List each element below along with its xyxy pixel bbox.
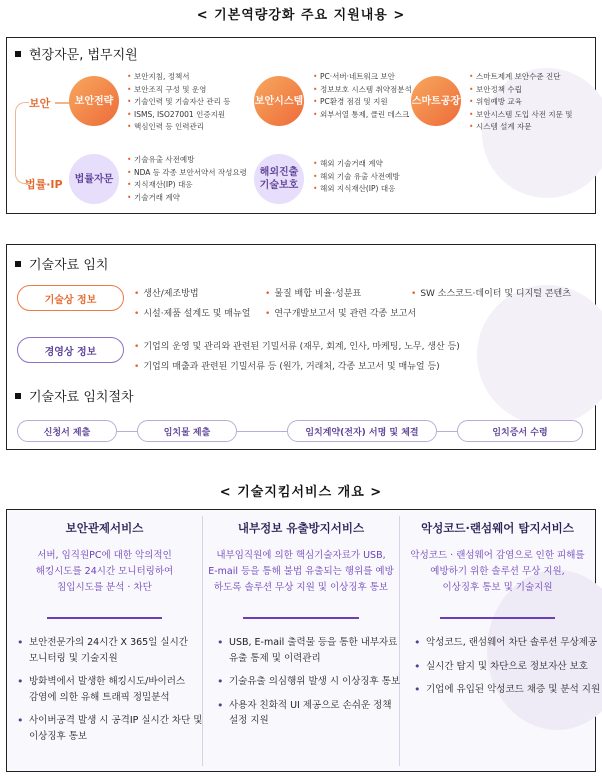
- list-item: • NDA 등 각종 보안서약서 작성요령: [127, 167, 247, 180]
- list-item: • 외부서열 통제, 클린 데스크: [313, 109, 412, 122]
- list-item: • 시스템 설계 자문: [469, 121, 572, 134]
- panel-services: [6, 509, 601, 772]
- tech-item: • 물질 배합 비율·성분표: [265, 289, 362, 299]
- service-description: 악성코드 · 랜섬웨어 감염으로 인한 피해를 예방하기 위한 솔루션 무상 지원, 이상징후 통보 및 기술지원: [410, 550, 585, 593]
- list-item: • 해외 기술거래 계약: [313, 158, 400, 171]
- panel-consulting: [6, 37, 596, 214]
- list-item: • 스마트제계 보안수준 진단: [469, 71, 572, 84]
- list-item: • 기술유출 사전예방: [127, 154, 247, 167]
- list-item: • 보안조직 구성 및 운영: [127, 84, 230, 97]
- tech-item: • 시설·제품 설계도 및 매뉴얼: [134, 309, 251, 319]
- side-label-legal: 법률·IP: [25, 178, 63, 191]
- step-certificate: 임치증서 수령: [457, 420, 583, 442]
- heading-services: < 기술지킴서비스 개요 >: [219, 485, 383, 500]
- biz-item: • 기업의 매출과 관련된 기밀서류 등 (원가, 거래처, 각종 보고서 및 매뉴얼 등): [134, 362, 440, 372]
- list-legal-advice: [127, 154, 247, 204]
- step-connector: [437, 431, 457, 432]
- service-rule: [243, 617, 359, 619]
- list-item: • 방화벽에서 발생한 해킹시도/바이러스 감염에 의한 유해 트래픽 정밀분석: [17, 674, 202, 705]
- list-item: • 핵심인력 등 인력관리: [127, 121, 230, 134]
- list-item: • 사이버공격 발생 시 공격IP 실시간 차단 및 이상징후 통보: [17, 713, 202, 744]
- list-item: • 악성코드, 랜섬웨어 차단 솔루션 무상제공: [414, 635, 600, 651]
- list-item: • 기술유출 의심행위 발생 시 이상징후 통보: [217, 674, 400, 690]
- list-item: • 보안전문가의 24시간 X 365일 실시간 모니터링 및 기술지원: [17, 635, 202, 666]
- list-item: • 정보보호 시스템 취약점분석: [313, 84, 412, 97]
- service-title: 내부정보 유출방지서비스: [237, 521, 365, 535]
- circle-overseas-protection: 해외진출 기술보호: [254, 154, 304, 204]
- heading-support: < 기본역량강화 주요 지원내용 >: [196, 8, 406, 23]
- service-leak-prevention: [203, 510, 399, 771]
- service-list: [17, 635, 202, 752]
- list-item: • USB, E-mail 출력물 등을 통한 내부자료 유출 통제 및 이력관리: [217, 635, 400, 666]
- service-title: 악성코드·랜섬웨어 탐지서비스: [421, 521, 574, 535]
- service-rule: [47, 617, 162, 619]
- list-item: • 기업에 유입된 악성코드 채증 및 분석 지원: [414, 682, 600, 698]
- decorative-circle: [477, 285, 602, 425]
- list-item: • 보안시스템 도입 사전 지문 및: [469, 109, 572, 122]
- list-item: • 해외 지식재산(IP) 대응: [313, 183, 400, 196]
- list-item: • 보안지침, 정책서: [127, 71, 230, 84]
- list-security-strategy: [127, 71, 230, 134]
- circle-legal-advice: 법률자문: [69, 154, 119, 204]
- side-label-security: 보안: [29, 97, 51, 110]
- biz-item: • 기업의 운영 및 관리와 관련된 기밀서류 (재무, 회계, 인사, 마케팅, 노무, 생산 등): [134, 342, 460, 352]
- list-item: • 기술인력 및 기술자산 관리 등: [127, 96, 230, 109]
- service-description: 내부임직원에 의한 핵심기술자료가 USB, E-mail 등을 통해 불법 유출되는 행위를 예방 하도록 솔루션 무상 지원 및 이상징후 통보: [208, 550, 394, 593]
- step-contract: 임치계약(전자) 서명 및 체결: [287, 420, 437, 442]
- step-connector: [117, 431, 137, 432]
- service-list: [414, 635, 600, 706]
- pill-biz-info: 경영상 정보: [17, 337, 124, 363]
- tech-item: • SW 소스코드·데이터 및 디지털 콘텐츠: [411, 289, 571, 299]
- service-list: [217, 635, 400, 737]
- square-bullet-icon: [15, 51, 21, 57]
- section-title-escrow: 기술자료 임치: [15, 254, 108, 273]
- list-item: • 보안정책 수립: [469, 84, 572, 97]
- list-item: • PC환경 점검 및 지원: [313, 96, 412, 109]
- square-bullet-icon: [15, 261, 21, 267]
- panel-escrow: [6, 244, 596, 450]
- service-malware-detection: [400, 510, 601, 771]
- list-item: • 사용자 친화적 UI 제공으로 손쉬운 정책 설정 지원: [217, 698, 400, 729]
- pill-tech-info: 기술상 정보: [17, 285, 124, 311]
- section-title-consulting: 현장자문, 법무지원: [15, 44, 138, 63]
- list-item: • 지식재산(IP) 대응: [127, 179, 247, 192]
- list-item: • 위험예방 교육: [469, 96, 572, 109]
- list-item: • ISMS, ISO27001 인증지원: [127, 109, 230, 122]
- service-security-monitoring: [7, 510, 202, 771]
- tech-item: • 생산/제조방법: [134, 289, 199, 299]
- step-submit-item: 임치물 제출: [137, 420, 237, 442]
- service-title: 보안관제서비스: [65, 521, 144, 535]
- list-smart-factory: [469, 71, 572, 134]
- list-security-system: [313, 71, 412, 121]
- circle-smart-factory: 스마트공장: [411, 76, 461, 126]
- tech-item: • 연구개발보고서 및 관련 각종 보고서: [265, 309, 417, 319]
- step-connector: [237, 431, 287, 432]
- section-title-escrow-procedure: 기술자료 임치절차: [15, 386, 134, 405]
- list-item: • 해외 기술 유출 사전예방: [313, 171, 400, 184]
- bracket-connector: [15, 102, 29, 184]
- step-application: 신청서 제출: [17, 420, 117, 442]
- list-overseas-protection: [313, 158, 400, 196]
- list-item: • 실시간 탐지 및 차단으로 정보자산 보호: [414, 659, 600, 675]
- list-item: • PC·서버·네트워크 보안: [313, 71, 412, 84]
- service-description: 서버, 임직원PC에 대한 악의적인 해킹시도를 24시간 모니터링하여 침입시도를 분석 · 차단: [35, 550, 174, 593]
- circle-security-system: 보안시스템: [254, 76, 304, 126]
- square-bullet-icon: [15, 393, 21, 399]
- circle-security-strategy: 보안전략: [69, 76, 119, 126]
- list-item: • 기술거래 계약: [127, 192, 247, 205]
- service-rule: [440, 617, 555, 619]
